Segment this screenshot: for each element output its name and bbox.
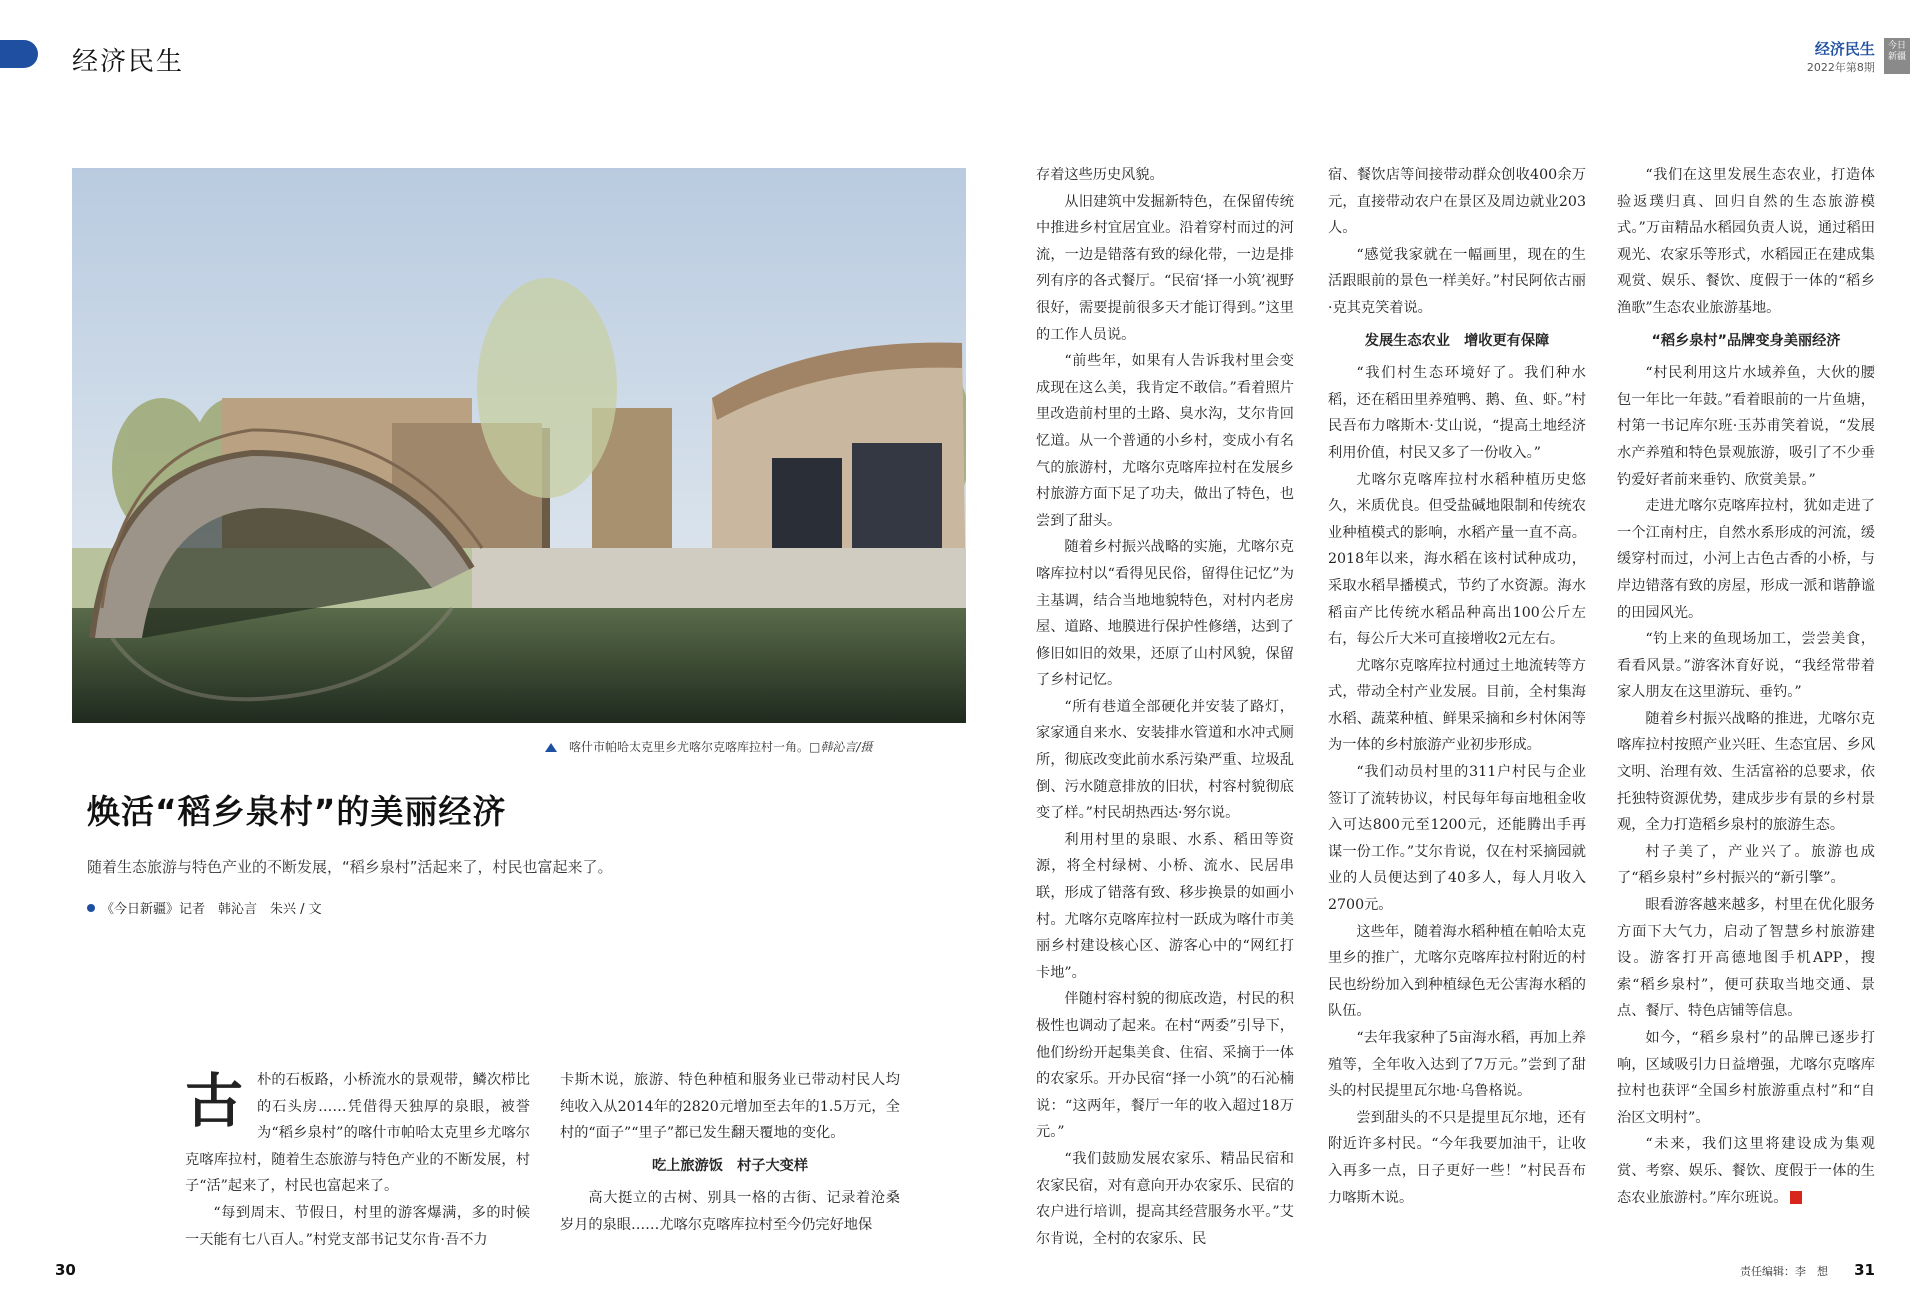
magazine-masthead (1807, 38, 1910, 75)
magazine-section-name: 经济民生 (1814, 40, 1875, 58)
village-scene-illustration (72, 168, 966, 723)
body-column-1 (185, 1067, 530, 1253)
paragraph: 卡斯木说，旅游、特色种植和服务业已带动村民人均纯收入从2014年的2820元增加至去年的1.5万元，全村的“面子”“里子”都已发生翻天覆地的变化。 (560, 1072, 900, 1142)
subheading: 发展生态农业 增收更有保障 (1364, 332, 1550, 349)
paragraph: 尤喀尔克喀库拉村水稻种植历史悠久，米质优良。但受盐碱地限制和传统农业种植模式的影响，水稻产量一直不高。2018年以来，海水稻在该村试种成功，采取水稻旱播模式，节约了水资源。海水稻亩产比传统水稻品种高出100公斤左右，每公斤大米可直接增收2元左右。 (1328, 471, 1586, 648)
article-byline (87, 898, 322, 917)
paragraph: “我们村生态环境好了。我们种水稻，还在稻田里养殖鸭、鹅、鱼、虾。”村民吾布力喀斯木·艾山说，“提高土地经济利用价值，村民又多了一份收入。” (1328, 365, 1586, 461)
paragraph: 朴的石板路，小桥流水的景观带，鳞次栉比的石头房……凭借得天独厚的泉眼，被誉为“稻乡泉村”的喀什市帕哈太克里乡尤喀尔克喀库拉村，随着生态旅游与特色产业的不断发展，村子“活”起来了，村民也富起来了。 (185, 1072, 530, 1195)
body-column-2 (560, 1067, 900, 1239)
photo-caption (545, 738, 872, 755)
paragraph: “所有巷道全部硬化并安装了路灯，家家通自来水、安装排水管道和水冲式厕所，彻底改变此前水系污染严重、垃圾乱倒、污水随意排放的旧状，村容村貌彻底变了样。”村民胡热西达·努尔说。 (1036, 698, 1294, 822)
paragraph-final (1617, 1131, 1875, 1211)
final-text: “未来，我们这里将建设成为集观赏、考察、娱乐、餐饮、度假于一体的生态农业旅游村。”库尔班说。 (1617, 1136, 1875, 1206)
paragraph: 走进尤喀尔克喀库拉村，犹如走进了一个江南村庄，自然水系形成的河流，缓缓穿村而过，小河上古色古香的小桥，与岸边错落有致的房屋，形成一派和谐静谧的田园风光。 (1617, 498, 1875, 621)
magazine-issue: 2022年第8期 (1806, 61, 1875, 74)
paragraph: 尤喀尔克喀库拉村通过土地流转等方式，带动全村产业发展。目前，全村集海水稻、蔬菜种植、鲜果采摘和乡村休闲等为一体的乡村旅游产业初步形成。 (1328, 657, 1586, 754)
drop-cap: 古 (185, 1067, 244, 1135)
paragraph: “我们鼓励发展农家乐、精品民宿和农家民宿，对有意向开办农家乐、民宿的农户进行培训，提高其经营服务水平。”艾尔肯说，全村的农家乐、民 (1036, 1150, 1294, 1247)
article-headline: 焕活“稻乡泉村”的美丽经济 (87, 792, 507, 831)
paragraph: 从旧建筑中发掘新特色，在保留传统中推进乡村宜居宜业。沿着穿村而过的河流，一边是错落有致的绿化带，一边是排列有序的各式餐厅。“民宿‘择一小筑’视野很好，需要提前很多天才能订得到。”这里的工作人员说。 (1036, 193, 1294, 343)
paragraph: “我们动员村里的311户村民与企业签订了流转协议，村民每年每亩地租金收入可达800元至1200元，还能腾出手再谋一份工作。”艾尔肯说，仅在村采摘园就业的人员便达到了40多人，每人月收入2700元。 (1328, 764, 1586, 914)
editor-credit: 责任编辑：李 想 (1740, 1265, 1828, 1278)
body-column-5 (1617, 162, 1875, 1211)
body-column-4 (1328, 162, 1586, 1211)
paragraph: 利用村里的泉眼、水系、稻田等资源，将全村绿树、小桥、流水、民居串联，形成了错落有致、移步换景的如画小村。尤喀尔克喀库拉村一跃成为喀什市美丽乡村建设核心区、游客心中的“网红打卡地”。 (1036, 831, 1294, 981)
byline-text: 《今日新疆》记者 韩沁言 朱兴 / 文 (101, 902, 322, 917)
page-number-right: 31 (1854, 1261, 1875, 1279)
body-column-3 (1036, 162, 1294, 1252)
caption-triangle-icon (545, 743, 557, 752)
paragraph: “我们在这里发展生态农业，打造体验返璞归真、回归自然的生态旅游模式。”万亩精品水稻园负责人说，通过稻田观光、农家乐等形式，水稻园正在建成集观赏、娱乐、餐饮、度假于一体的“稻乡渔歌”生态农业旅游基地。 (1617, 167, 1875, 316)
subheading: “稻乡泉村”品牌变身美丽经济 (1651, 332, 1841, 349)
paragraph: 高大挺立的古树、别具一格的古街、记录着沧桑岁月的泉眼……尤喀尔克喀库拉村至今仍完好地保 (560, 1190, 900, 1233)
magazine-logo: 今日新疆 (1884, 38, 1910, 74)
page-number-left: 30 (55, 1261, 76, 1279)
paragraph: “感觉我家就在一幅画里，现在的生活跟眼前的景色一样美好。”村民阿依古丽·克其克笑着说。 (1328, 246, 1586, 316)
paragraph: 村子美了，产业兴了。旅游也成了“稻乡泉村”乡村振兴的“新引擎”。 (1617, 843, 1875, 887)
paragraph: “前些年，如果有人告诉我村里会变成现在这么美，我肯定不敢信。”看着照片里改造前村里的土路、臭水沟，艾尔肯回忆道。从一个普通的小乡村，变成小有名气的旅游村，尤喀尔克喀库拉村在发展乡村旅游方面下足了功夫，做出了特色，也尝到了甜头。 (1036, 353, 1294, 529)
end-mark-icon (1790, 1191, 1802, 1204)
paragraph: 眼看游客越来越多，村里在优化服务方面下大气力，启动了智慧乡村旅游建设。游客打开高德地图手机APP，搜索“稻乡泉村”，便可获取当地交通、景点、餐厅、特色店铺等信息。 (1617, 897, 1875, 1020)
paragraph: 伴随村容村貌的彻底改造，村民的积极性也调动了起来。在村“两委”引导下，他们纷纷开起集美食、住宿、采摘于一体的农家乐。开办民宿“择一小筑”的石沁楠说：“这两年，餐厅一年的收入超过18万元。” (1036, 991, 1294, 1141)
paragraph: 随着乡村振兴战略的实施，尤喀尔克喀库拉村以“看得见民俗，留得住记忆”为主基调，结合当地地貌特色，对村内老房屋、道路、地膜进行保护性修缮，达到了修旧如旧的效果，还原了山村风貌，保留了乡村记忆。 (1036, 539, 1294, 689)
section-title: 经济民生 (72, 47, 185, 77)
caption-text: 喀什市帕哈太克里乡尤喀尔克喀库拉村一角。 (569, 740, 810, 754)
article-lede: 随着生态旅游与特色产业的不断发展，“稻乡泉村”活起来了，村民也富起来了。 (87, 858, 613, 876)
subheading: 吃上旅游饭 村子大变样 (651, 1157, 809, 1174)
article-photo (72, 168, 966, 723)
paragraph: 如今，“稻乡泉村”的品牌已逐步打响，区域吸引力日益增强，尤喀尔克喀库拉村也获评“全国乡村旅游重点村”和“自治区文明村”。 (1617, 1030, 1875, 1126)
paragraph: 这些年，随着海水稻种植在帕哈太克里乡的推广，尤喀尔克喀库拉村附近的村民也纷纷加入到种植绿色无公害海水稻的队伍。 (1328, 923, 1586, 1020)
paragraph: “去年我家种了5亩海水稻，再加上养殖等，全年收入达到了7万元。”尝到了甜头的村民提里瓦尔地·乌鲁格说。 (1328, 1030, 1586, 1100)
paragraph: 宿、餐饮店等间接带动群众创收400余万元，直接带动农户在景区及周边就业203人。 (1328, 167, 1586, 237)
paragraph: 尝到甜头的不只是提里瓦尔地，还有附近许多村民。“今年我要加油干，让收入再多一点，日子更好一些！”村民吾布力喀斯木说。 (1328, 1109, 1586, 1206)
photo-credit: □韩沁言/摄 (809, 740, 873, 754)
paragraph: “村民利用这片水域养鱼，大伙的腰包一年比一年鼓。”看着眼前的一片鱼塘，村第一书记库尔班·玉苏甫笑着说，“发展水产养殖和特色景观旅游，吸引了不少垂钓爱好者前来垂钓、欣赏美景。” (1617, 365, 1875, 488)
paragraph: “钓上来的鱼现场加工，尝尝美食，看看风景。”游客沐育好说，“我经常带着家人朋友在这里游玩、垂钓。” (1617, 631, 1875, 701)
paragraph: “每到周末、节假日，村里的游客爆满，多的时候一天能有七八百人。”村党支部书记艾尔肯·吾不力 (185, 1204, 530, 1248)
bullet-dot-icon (87, 904, 95, 912)
section-tab-marker (0, 40, 38, 68)
paragraph: 随着乡村振兴战略的推进，尤喀尔克喀库拉村按照产业兴旺、生态宜居、乡风文明、治理有效、生活富裕的总要求，依托独特资源优势，建成步步有景的乡村景观，全力打造稻乡泉村的旅游生态。 (1617, 710, 1875, 834)
paragraph: 存着这些历史风貌。 (1036, 167, 1164, 183)
